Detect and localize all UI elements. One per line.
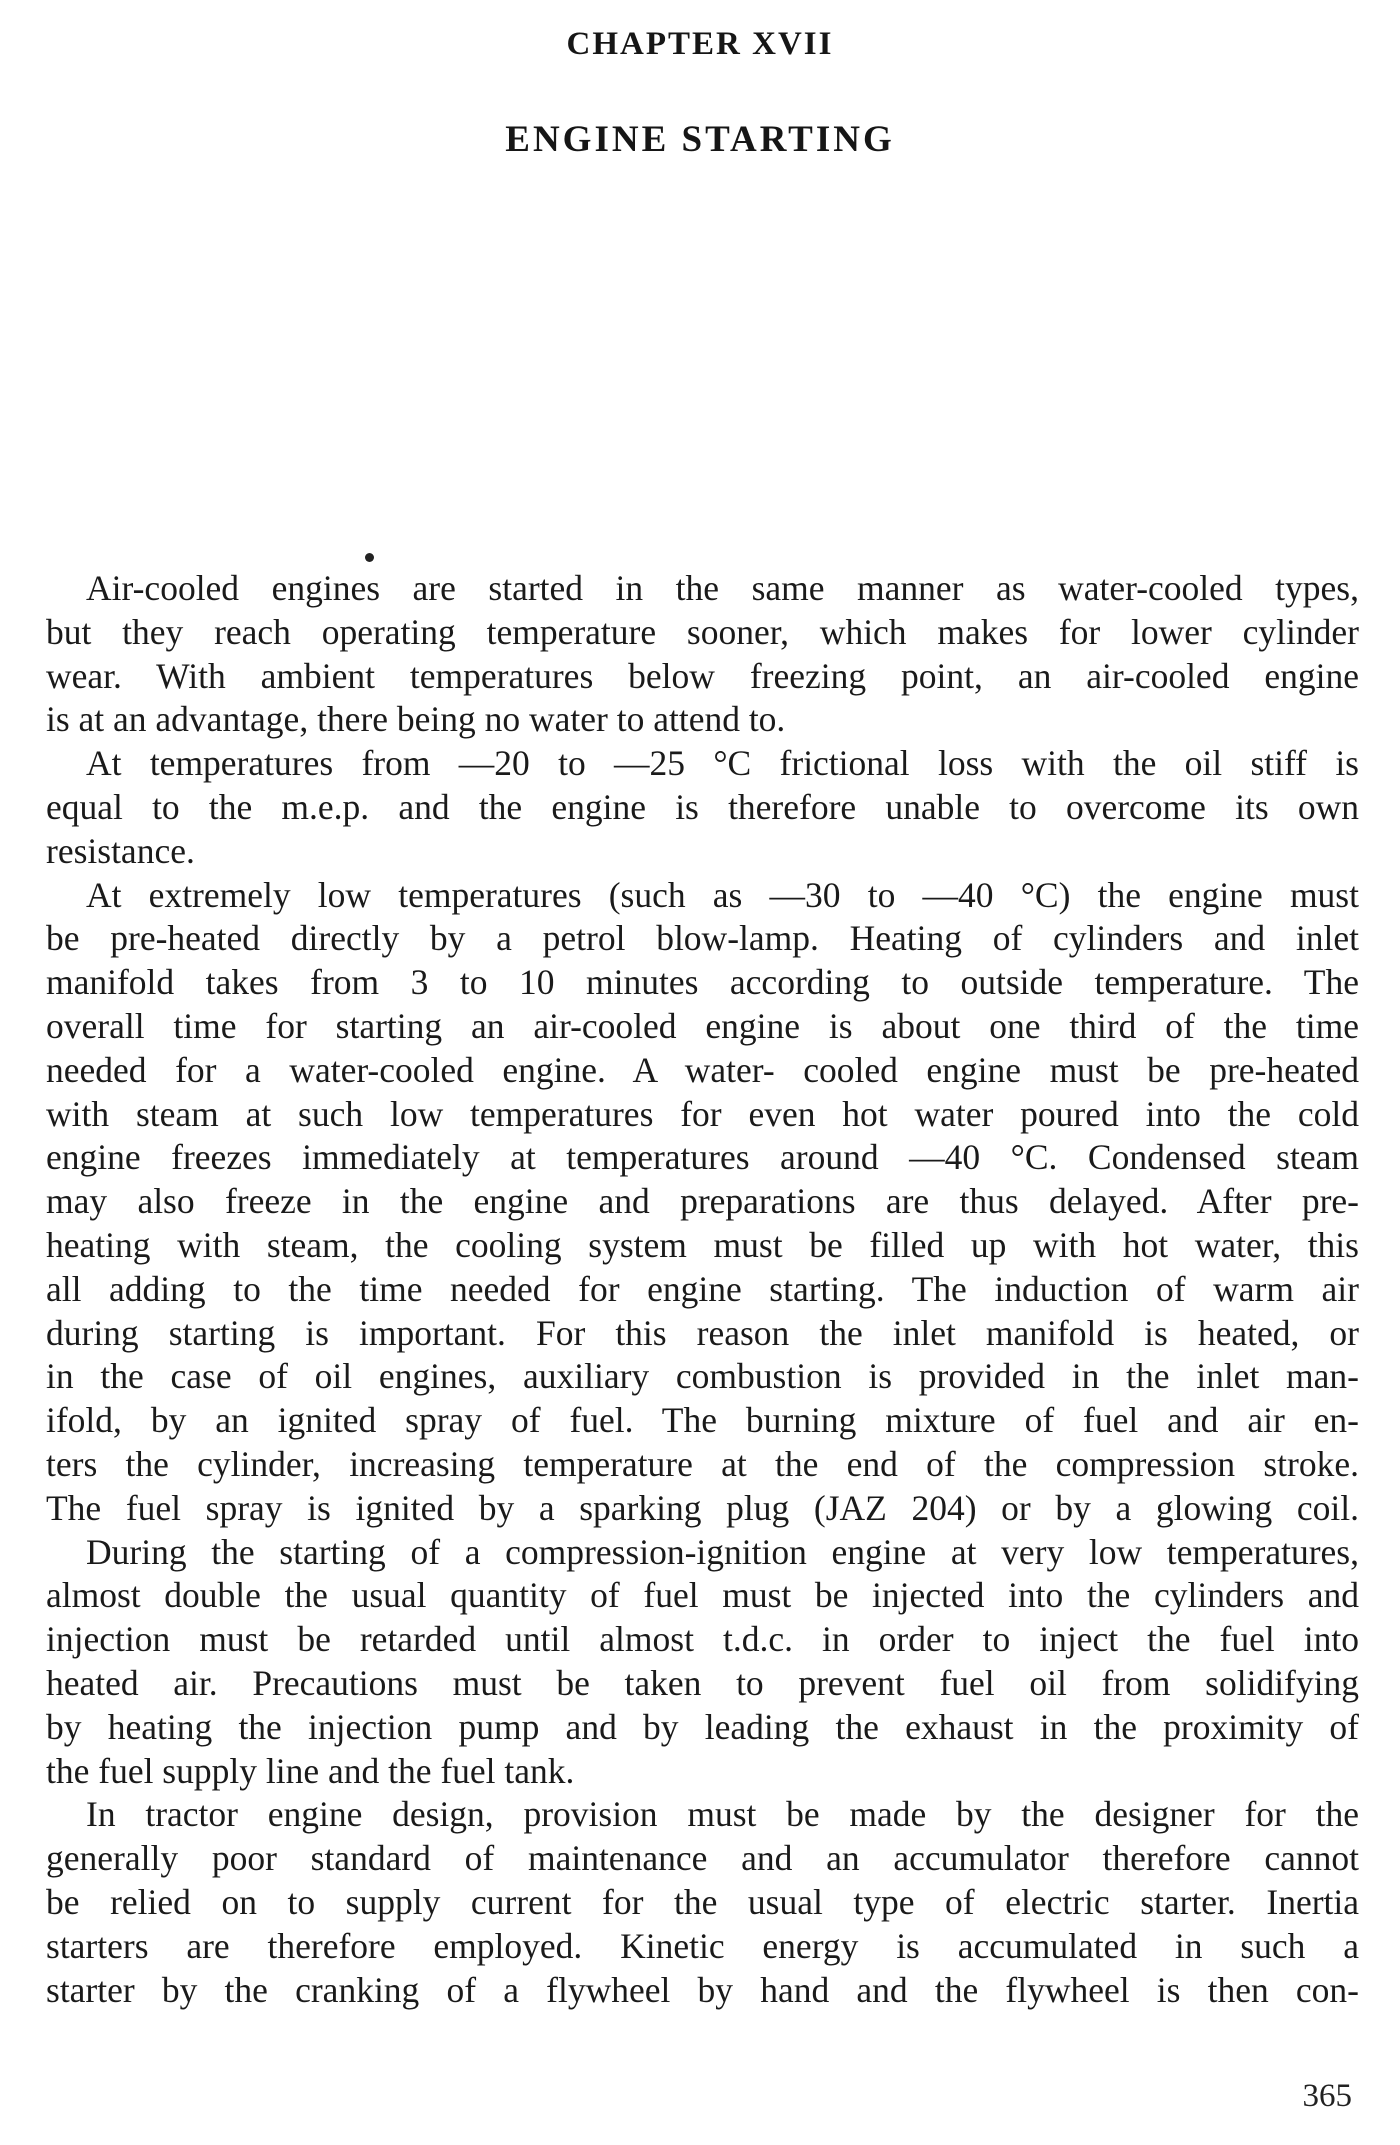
text-line: may also freeze in the engine and preparations are thus delayed. After pre-: [46, 1181, 1359, 1222]
text-line: The fuel spray is ignited by a sparking plug (JAZ 204) or by a glowing coil.: [46, 1487, 1359, 1528]
text-line: by heating the injection pump and by leading the exhaust in the proximity of: [46, 1706, 1359, 1747]
text-line: Air-cooled engines are started in the same manner as water-cooled types,: [86, 568, 1359, 608]
text-line: overall time for starting an air-cooled engine is about one third of the time: [46, 1005, 1359, 1046]
text-line: During the starting of a compression-ignition engine at very low temperatures,: [86, 1531, 1359, 1572]
text-line: wear. With ambient temperatures below freezing point, an air-cooled engine: [46, 655, 1359, 696]
paragraph: [46, 567, 1359, 742]
text-line: resistance.: [46, 830, 195, 871]
paragraph: [46, 874, 1359, 1531]
text-line: In tractor engine design, provision must be made by the designer for the: [86, 1794, 1359, 1835]
chapter-title: ENGINE STARTING: [505, 119, 895, 160]
text-line: needed for a water-cooled engine. A water- cooled engine must be pre-heated: [46, 1049, 1359, 1090]
text-line: be relied on to supply current for the usual type of electric starter. Inertia: [46, 1881, 1359, 1922]
paragraph: [46, 1793, 1359, 2012]
text-line: in the case of oil engines, auxiliary combustion is provided in the inlet man-: [46, 1356, 1359, 1397]
text-line: injection must be retarded until almost t.d.c. in order to inject the fuel into: [46, 1619, 1359, 1660]
body-text: [46, 567, 1359, 2012]
text-line: is at an advantage, there being no water to attend to.: [46, 699, 786, 740]
text-line: the fuel supply line and the fuel tank.: [46, 1750, 575, 1791]
chapter-heading: CHAPTER XVII: [566, 26, 834, 62]
text-line: equal to the m.e.p. and the engine is therefore unable to overcome its own: [46, 786, 1359, 827]
text-line: with steam at such low temperatures for even hot water poured into the cold: [46, 1093, 1359, 1134]
text-line: At extremely low temperatures (such as —30 to —40 °C) the engine must: [86, 874, 1359, 915]
text-line: all adding to the time needed for engine starting. The induction of warm air: [46, 1268, 1359, 1309]
text-line: almost double the usual quantity of fuel must be injected into the cylinders and: [46, 1575, 1359, 1616]
page-number: 365: [1302, 2078, 1352, 2114]
text-line: heating with steam, the cooling system must be filled up with hot water, this: [46, 1224, 1359, 1265]
text-line: ifold, by an ignited spray of fuel. The burning mixture of fuel and air en-: [46, 1400, 1359, 1441]
paragraph: [46, 742, 1359, 873]
text-line: ters the cylinder, increasing temperature at the end of the compression stroke.: [46, 1443, 1359, 1484]
text-line: At temperatures from —20 to —25 °C frictional loss with the oil stiff is: [86, 743, 1359, 784]
text-line: starter by the cranking of a flywheel by hand and the flywheel is then con-: [46, 1969, 1359, 2010]
text-line: manifold takes from 3 to 10 minutes according to outside temperature. The: [46, 962, 1359, 1003]
text-line: be pre-heated directly by a petrol blow-lamp. Heating of cylinders and inlet: [46, 918, 1359, 959]
text-line: but they reach operating temperature sooner, which makes for lower cylinder: [46, 611, 1359, 652]
text-line: engine freezes immediately at temperatures around —40 °C. Condensed steam: [46, 1137, 1359, 1178]
text-line: starters are therefore employed. Kinetic energy is accumulated in such a: [46, 1925, 1359, 1966]
text-line: generally poor standard of maintenance and an accumulator therefore cannot: [46, 1838, 1359, 1879]
scan-speck: [365, 553, 374, 562]
paragraph: [46, 1531, 1359, 1794]
text-line: heated air. Precautions must be taken to prevent fuel oil from solidifying: [46, 1662, 1359, 1703]
text-line: during starting is important. For this reason the inlet manifold is heated, or: [46, 1312, 1359, 1353]
